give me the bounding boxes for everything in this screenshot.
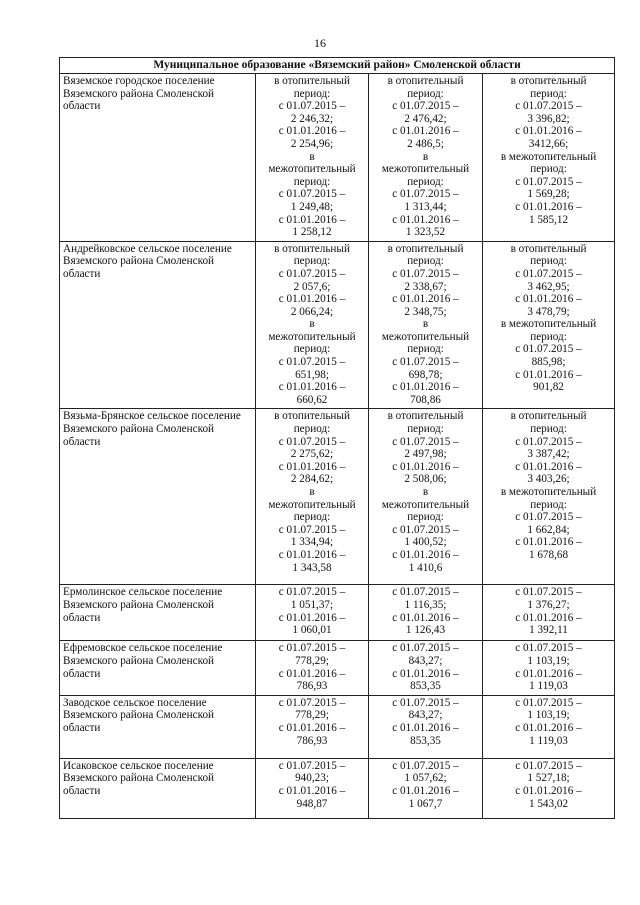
- tariff-line: 1 060,01: [292, 624, 332, 637]
- municipality-header: Муниципальное образование «Вяземский район» Смоленской области: [60, 58, 615, 74]
- tariff-line: с 01.07.2015 –: [392, 356, 459, 369]
- tariff-line: 1 116,35;: [404, 599, 447, 612]
- tariff-cell: [369, 409, 483, 585]
- tariff-line: в отопительный: [274, 75, 350, 87]
- tariff-line: с 01.07.2015 –: [392, 267, 459, 280]
- tariff-line: период:: [407, 87, 444, 100]
- tariff-line: 1 057,62;: [404, 772, 447, 785]
- tariff-line: с 01.01.2016 –: [515, 667, 582, 680]
- tariff-line: с 01.01.2016 –: [392, 293, 459, 306]
- settlement-name: Заводское сельское поселение Вяземского района Смоленской области: [60, 695, 256, 758]
- tariff-line: с 01.07.2015 –: [392, 435, 459, 448]
- tariff-line: в: [422, 318, 429, 331]
- tariff-line: 1 103,19;: [527, 655, 570, 668]
- tariff-cell: [256, 641, 369, 695]
- tariff-line: 2 497,98;: [404, 448, 447, 461]
- tariff-line: 853,35: [410, 680, 441, 693]
- tariff-line: с 01.01.2016 –: [515, 200, 582, 213]
- tariff-line: 660,62: [296, 393, 328, 406]
- tariff-line: межотопительный: [268, 330, 356, 343]
- tariff-cell: [256, 585, 369, 641]
- tariff-cell: [483, 641, 615, 695]
- tariff-line: 1 119,03: [529, 680, 568, 693]
- tariff-cell: [256, 241, 369, 409]
- tariff-line: в отопительный: [387, 410, 464, 423]
- tariff-cell: [369, 758, 483, 818]
- tariff-line: период:: [407, 511, 444, 524]
- tariff-line: с 01.01.2016 –: [278, 611, 346, 624]
- settlement-name: Исаковское сельское поселение Вяземского района Смоленской области: [60, 758, 256, 818]
- tariff-line: 1 585,12: [528, 213, 569, 226]
- tariff-line: с 01.07.2015 –: [515, 175, 582, 188]
- tariff-line: 1 400,52;: [404, 536, 447, 549]
- tariff-line: период:: [407, 343, 444, 356]
- tariff-line: с 01.01.2016 –: [278, 548, 346, 561]
- tariff-line: 901,82: [533, 381, 564, 394]
- tariff-line: с 01.01.2016 –: [278, 293, 346, 306]
- tariff-line: с 01.01.2016 –: [392, 125, 459, 138]
- tariff-line: с 01.07.2015 –: [392, 759, 459, 772]
- settlement-name: Вязьма-Брянское сельское поселение Вяземского района Смоленской области: [60, 409, 256, 585]
- tariff-line: период:: [293, 423, 331, 436]
- tariff-line: с 01.07.2015 –: [515, 435, 582, 448]
- tariff-line: с 01.01.2016 –: [278, 460, 346, 473]
- tariff-cell: [256, 695, 369, 758]
- table-row: [60, 758, 615, 818]
- tariff-line: с 01.07.2015 –: [278, 759, 346, 772]
- tariff-cell: [483, 758, 615, 818]
- tariff-line: 3 478,79;: [527, 305, 570, 318]
- tariff-cell: [483, 409, 615, 585]
- tariff-cell: [483, 241, 615, 409]
- tariff-line: 3 396,82;: [527, 112, 570, 125]
- tariff-line: в: [309, 150, 315, 163]
- tariff-line: с 01.01.2016 –: [392, 667, 459, 680]
- table-header-row: [60, 58, 615, 74]
- tariff-line: 3412,66;: [528, 137, 569, 150]
- tariff-line: 3 403,26;: [527, 473, 570, 486]
- tariff-line: период:: [407, 255, 444, 268]
- tariff-line: в отопительный: [387, 75, 464, 87]
- tariff-line: с 01.07.2015 –: [392, 586, 459, 599]
- tariff-cell: [369, 641, 483, 695]
- tariff-line: 2 284,62;: [290, 473, 334, 486]
- tariff-line: 1 249,48;: [290, 200, 334, 213]
- tariff-line: 885,98;: [531, 356, 566, 369]
- tariff-line: 1 126,43: [405, 624, 446, 637]
- tariff-line: 2 246,32;: [290, 112, 334, 125]
- tariff-line: с 01.01.2016 –: [515, 785, 582, 797]
- tariff-line: межотопительный: [268, 163, 356, 176]
- tariff-line: 698,78;: [408, 368, 443, 381]
- tariff-line: в отопительный: [510, 410, 587, 423]
- tariff-line: 843,27;: [408, 655, 443, 668]
- tariff-line: период:: [530, 255, 567, 268]
- tariff-line: с 01.01.2016 –: [515, 368, 582, 381]
- tariff-line: 2 508,06;: [404, 473, 447, 486]
- tariff-line: с 01.07.2015 –: [515, 696, 582, 709]
- tariff-line: с 01.01.2016 –: [392, 213, 459, 226]
- tariff-line: 778,29;: [295, 655, 329, 668]
- tariff-line: с 01.01.2016 –: [515, 460, 582, 473]
- tariff-line: с 01.07.2015 –: [515, 511, 582, 524]
- tariff-line: с 01.01.2016 –: [515, 611, 582, 624]
- tariff-line: 1 119,03: [529, 734, 568, 747]
- tariff-line: в отопительный: [387, 242, 464, 255]
- table-body: [60, 74, 615, 819]
- tariff-line: период:: [530, 498, 567, 511]
- tariff-line: с 01.01.2016 –: [515, 722, 582, 734]
- tariff-line: в: [422, 150, 429, 163]
- tariff-cell: [369, 585, 483, 641]
- tariff-line: 2 338,67;: [404, 280, 447, 293]
- tariff-line: 1 662,84;: [527, 523, 570, 536]
- tariff-line: с 01.01.2016 –: [392, 785, 459, 797]
- tariff-line: период:: [293, 175, 331, 188]
- tariff-line: 786,93: [296, 680, 328, 693]
- tariff-line: 651,98;: [295, 368, 329, 381]
- tariff-line: межотопительный: [381, 330, 470, 343]
- table-row: [60, 695, 615, 758]
- tariff-line: межотопительный: [381, 498, 470, 511]
- tariff-line: с 01.01.2016 –: [278, 213, 346, 226]
- tariff-line: 1 527,18;: [527, 772, 570, 785]
- tariff-cell: [483, 585, 615, 641]
- tariff-line: с 01.07.2015 –: [278, 267, 346, 280]
- tariff-line: 853,35: [410, 734, 441, 747]
- tariff-line: с 01.01.2016 –: [515, 125, 582, 138]
- tariff-cell: [256, 409, 369, 585]
- tariff-line: в отопительный: [274, 410, 350, 423]
- tariff-line: с 01.07.2015 –: [278, 435, 346, 448]
- tariff-line: 2 066,24;: [290, 305, 334, 318]
- tariff-line: в межотопительный: [500, 318, 597, 331]
- tariff-line: 3 462,95;: [527, 280, 570, 293]
- table-row: [60, 641, 615, 695]
- tariff-line: межотопительный: [268, 498, 356, 511]
- tariff-line: в: [422, 486, 429, 498]
- tariff-line: 2 057,6;: [293, 280, 331, 293]
- tariff-line: в отопительный: [510, 75, 587, 87]
- tariff-cell: [369, 74, 483, 242]
- tariff-line: 843,27;: [408, 709, 443, 722]
- tariff-line: в отопительный: [274, 242, 350, 255]
- tariff-line: период:: [530, 330, 567, 343]
- tariff-line: с 01.07.2015 –: [278, 586, 346, 599]
- tariff-line: 1 569,28;: [527, 188, 570, 201]
- settlement-name: Вяземское городское поселение Вяземского района Смоленской области: [60, 74, 256, 242]
- tariff-line: с 01.01.2016 –: [278, 722, 346, 734]
- settlement-name: Ефремовское сельское поселение Вяземского района Смоленской области: [60, 641, 256, 695]
- tariff-line: 786,93: [296, 734, 328, 747]
- tariff-line: период:: [293, 343, 331, 356]
- table-row: [60, 585, 615, 641]
- tariff-cell: [369, 241, 483, 409]
- tariff-line: период:: [293, 87, 331, 100]
- tariff-line: с 01.07.2015 –: [278, 642, 346, 655]
- tariff-cell: [369, 695, 483, 758]
- tariff-line: с 01.07.2015 –: [515, 100, 582, 113]
- tariff-line: с 01.01.2016 –: [392, 722, 459, 734]
- tariff-line: период:: [530, 163, 567, 176]
- tariff-line: 1 376,27;: [527, 599, 570, 612]
- tariff-line: с 01.01.2016 –: [278, 125, 346, 138]
- tariff-line: 1 258,12: [292, 226, 332, 239]
- tariff-line: с 01.01.2016 –: [278, 381, 346, 394]
- tariff-line: в межотопительный: [500, 486, 597, 498]
- tariff-line: в межотопительный: [500, 150, 597, 163]
- tariff-line: с 01.07.2015 –: [392, 100, 459, 113]
- tariff-line: с 01.01.2016 –: [392, 460, 459, 473]
- tariff-line: с 01.01.2016 –: [515, 536, 582, 549]
- tariff-line: 1 103,19;: [527, 709, 570, 722]
- tariff-line: с 01.07.2015 –: [515, 642, 582, 655]
- table-row: [60, 241, 615, 409]
- tariff-line: период:: [293, 511, 331, 524]
- tariff-line: 2 348,75;: [404, 305, 447, 318]
- settlement-name: Андрейковское сельское поселение Вяземского района Смоленской области: [60, 241, 256, 409]
- tariff-line: 1 543,02: [528, 797, 569, 810]
- tariff-line: с 01.01.2016 –: [515, 293, 582, 306]
- tariff-line: 1 678,68: [528, 548, 569, 561]
- tariff-cell: [256, 758, 369, 818]
- tariff-line: в: [309, 486, 315, 498]
- tariff-line: с 01.07.2015 –: [278, 696, 346, 709]
- tariff-line: 1 051,37;: [290, 599, 334, 612]
- tariff-line: 2 486,5;: [407, 137, 444, 150]
- tariff-line: с 01.07.2015 –: [515, 343, 582, 356]
- tariff-line: период:: [293, 255, 331, 268]
- tariff-line: 2 275,62;: [290, 448, 334, 461]
- tariff-line: в: [309, 318, 315, 331]
- tariff-line: с 01.07.2015 –: [278, 523, 346, 536]
- tariff-line: с 01.07.2015 –: [278, 356, 346, 369]
- settlement-name: Ермолинское сельское поселение Вяземского района Смоленской области: [60, 585, 256, 641]
- tariff-line: с 01.07.2015 –: [278, 188, 346, 201]
- tariff-line: 708,86: [410, 393, 441, 406]
- tariff-line: в отопительный: [510, 242, 587, 255]
- tariff-line: период:: [530, 87, 567, 100]
- tariff-cell: [483, 74, 615, 242]
- tariff-line: с 01.07.2015 –: [515, 586, 582, 599]
- tariff-line: с 01.07.2015 –: [392, 642, 459, 655]
- tariff-line: 3 387,42;: [527, 448, 570, 461]
- tariff-line: 940,23;: [295, 772, 329, 785]
- tariff-line: с 01.07.2015 –: [392, 188, 459, 201]
- tariff-line: с 01.01.2016 –: [278, 785, 346, 797]
- tariff-table: [59, 57, 615, 819]
- tariff-line: с 01.07.2015 –: [278, 100, 346, 113]
- tariff-line: с 01.07.2015 –: [515, 759, 582, 772]
- tariff-line: 2 254,96;: [290, 137, 334, 150]
- tariff-cell: [256, 74, 369, 242]
- tariff-line: 1 334,94;: [290, 536, 334, 549]
- tariff-line: 778,29;: [295, 709, 329, 722]
- tariff-line: 2 476,42;: [404, 112, 447, 125]
- tariff-line: межотопительный: [381, 163, 470, 176]
- tariff-line: 1 392,11: [529, 624, 568, 637]
- table-row: [60, 74, 615, 242]
- tariff-line: 1 067,7: [408, 797, 443, 810]
- tariff-line: с 01.07.2015 –: [392, 523, 459, 536]
- tariff-cell: [483, 695, 615, 758]
- tariff-line: 948,87: [296, 797, 328, 810]
- tariff-line: с 01.01.2016 –: [392, 548, 459, 561]
- tariff-line: с 01.01.2016 –: [278, 667, 346, 680]
- tariff-line: период:: [530, 423, 567, 436]
- tariff-line: 1 323,52: [405, 226, 446, 239]
- tariff-line: с 01.01.2016 –: [392, 611, 459, 624]
- tariff-line: с 01.01.2016 –: [392, 381, 459, 394]
- tariff-line: период:: [407, 175, 444, 188]
- table-row: [60, 409, 615, 585]
- tariff-line: период:: [407, 423, 444, 436]
- tariff-line: с 01.07.2015 –: [392, 696, 459, 709]
- tariff-line: с 01.07.2015 –: [515, 267, 582, 280]
- tariff-line: 1 343,58: [292, 561, 332, 574]
- page-number: 16: [314, 36, 326, 50]
- tariff-line: 1 410,6: [408, 561, 443, 574]
- tariff-line: 1 313,44;: [404, 200, 447, 213]
